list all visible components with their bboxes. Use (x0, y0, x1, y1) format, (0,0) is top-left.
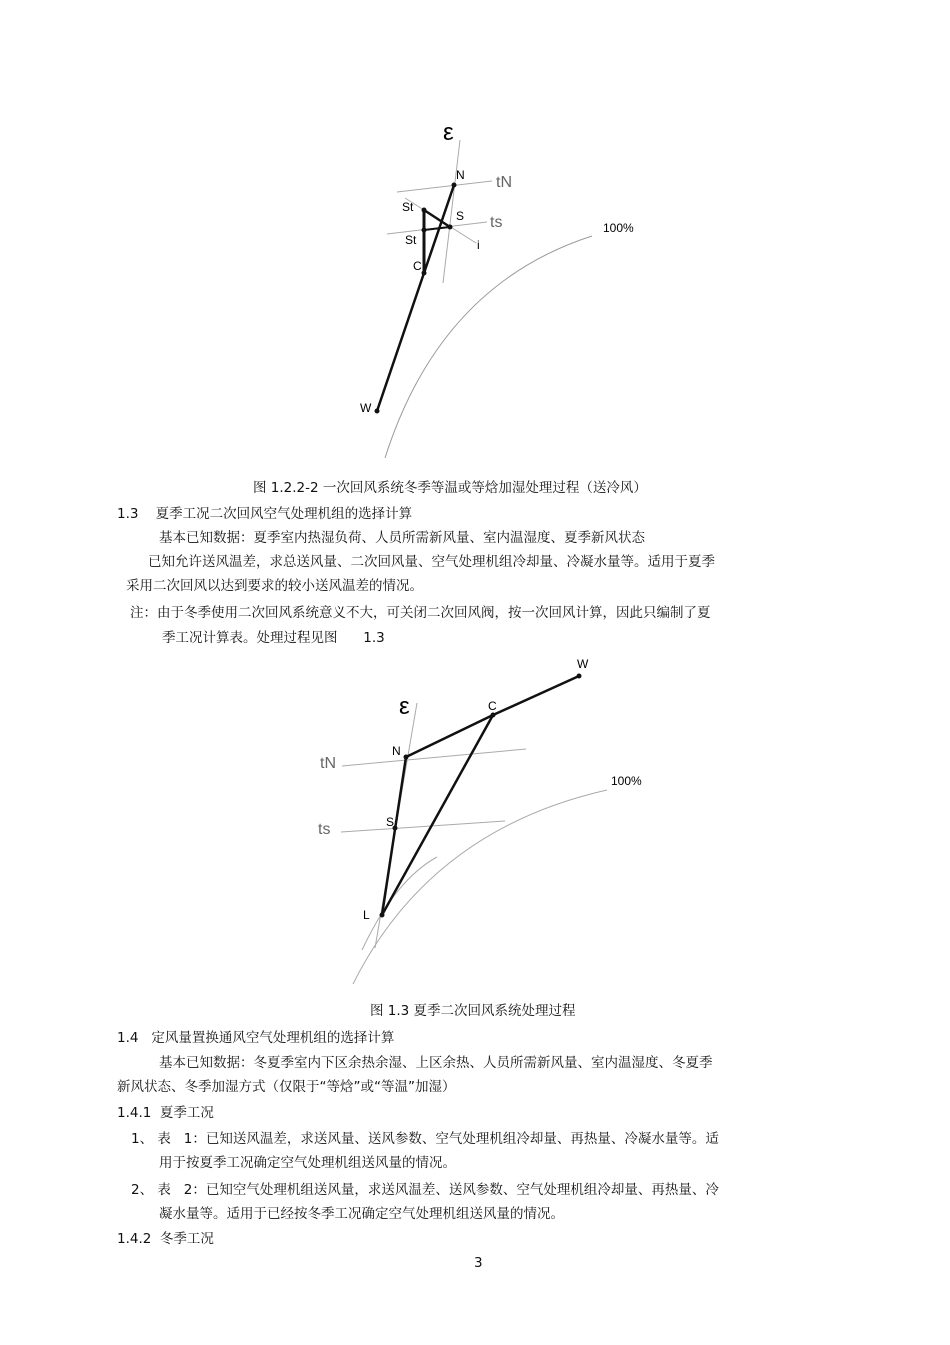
label-st-bottom: St (405, 233, 417, 247)
label-w: W (577, 657, 589, 671)
label-ts: ts (490, 214, 503, 231)
section-1-3-para-2-line-1: 已知允许送风温差，求总送风量、二次回风量、空气处理机组冷却量、冷凝水量等。适用于夏季 (148, 554, 715, 570)
point-w (577, 674, 582, 679)
label-c: C (488, 699, 497, 713)
label-i: i (477, 238, 480, 252)
list-item-1-line-1: 1、 表 1：已知送风温差，求送风量、送风参数、空气处理机组冷却量、再热量、冷凝水量等。适 (131, 1131, 719, 1147)
process-w-c (493, 676, 579, 715)
section-1-3-para-2-line-2: 采用二次回风以达到要求的较小送风温差的情况。 (126, 578, 423, 594)
label-n: N (392, 744, 401, 758)
section-1-4-para-line-1: 基本已知数据：冬夏季室内下区余热余湿、上区余热、人员所需新风量、室内温湿度、冬夏季 (159, 1055, 713, 1071)
figure-2-caption: 图 1.3 夏季二次回风系统处理过程 (370, 1003, 576, 1019)
list-item-2-line-2: 凝水量等。适用于已经按冬季工况确定空气处理机组送风量的情况。 (159, 1206, 564, 1222)
isotherm-tn-line (342, 749, 526, 766)
label-w: W (360, 401, 372, 415)
section-1-3-heading: 1.3 夏季工况二次回风空气处理机组的选择计算 (117, 506, 413, 522)
label-s: S (386, 815, 395, 829)
section-1-4-2-heading: 1.4.2 冬季工况 (117, 1231, 214, 1247)
label-rh-100: 100% (603, 221, 634, 235)
list-item-2-line-1: 2、 表 2：已知空气处理机组送风量，求送风温差、送风参数、空气处理机组冷却量、再热量、冷 (131, 1182, 719, 1198)
label-tn: tN (496, 174, 512, 191)
figure-1-caption: 图 1.2.2-2 一次回风系统冬季等温或等焓加湿处理过程（送冷风） (253, 480, 647, 496)
section-1-4-1-heading: 1.4.1 夏季工况 (117, 1105, 214, 1121)
saturation-curve-inner (362, 857, 437, 950)
label-s: S (456, 209, 465, 223)
label-epsilon: ε (399, 693, 410, 720)
point-c (491, 713, 496, 718)
section-1-3-note-line-2: 季工况计算表。处理过程见图 1.3 (162, 630, 385, 646)
label-rh-100: 100% (611, 774, 642, 788)
section-1-3-note-line-1: 注：由于冬季使用二次回风系统意义不大，可关闭二次回风阀，按一次回风计算，因此只编制了夏 (130, 605, 711, 621)
label-n: N (456, 168, 465, 182)
list-item-1-line-2: 用于按夏季工况确定空气处理机组送风量的情况。 (159, 1155, 456, 1171)
section-1-4-heading: 1.4 定风量置换通风空气处理机组的选择计算 (117, 1030, 395, 1046)
label-epsilon: ε (443, 119, 454, 146)
section-1-3-para-1: 基本已知数据：夏季室内热湿负荷、人员所需新风量、室内温湿度、夏季新风状态 (159, 530, 645, 546)
label-st-top: St (402, 200, 414, 214)
label-tn: tN (320, 755, 336, 772)
label-ts: ts (318, 821, 331, 838)
isotherm-ts-line (341, 821, 505, 832)
page-number: 3 (474, 1255, 483, 1271)
section-1-4-para-line-2: 新风状态、冬季加湿方式（仅限于“等焓”或“等温”加湿） (117, 1079, 456, 1095)
point-l (380, 913, 385, 918)
label-l: L (363, 908, 370, 922)
point-n (404, 755, 409, 760)
label-c: C (413, 259, 422, 273)
